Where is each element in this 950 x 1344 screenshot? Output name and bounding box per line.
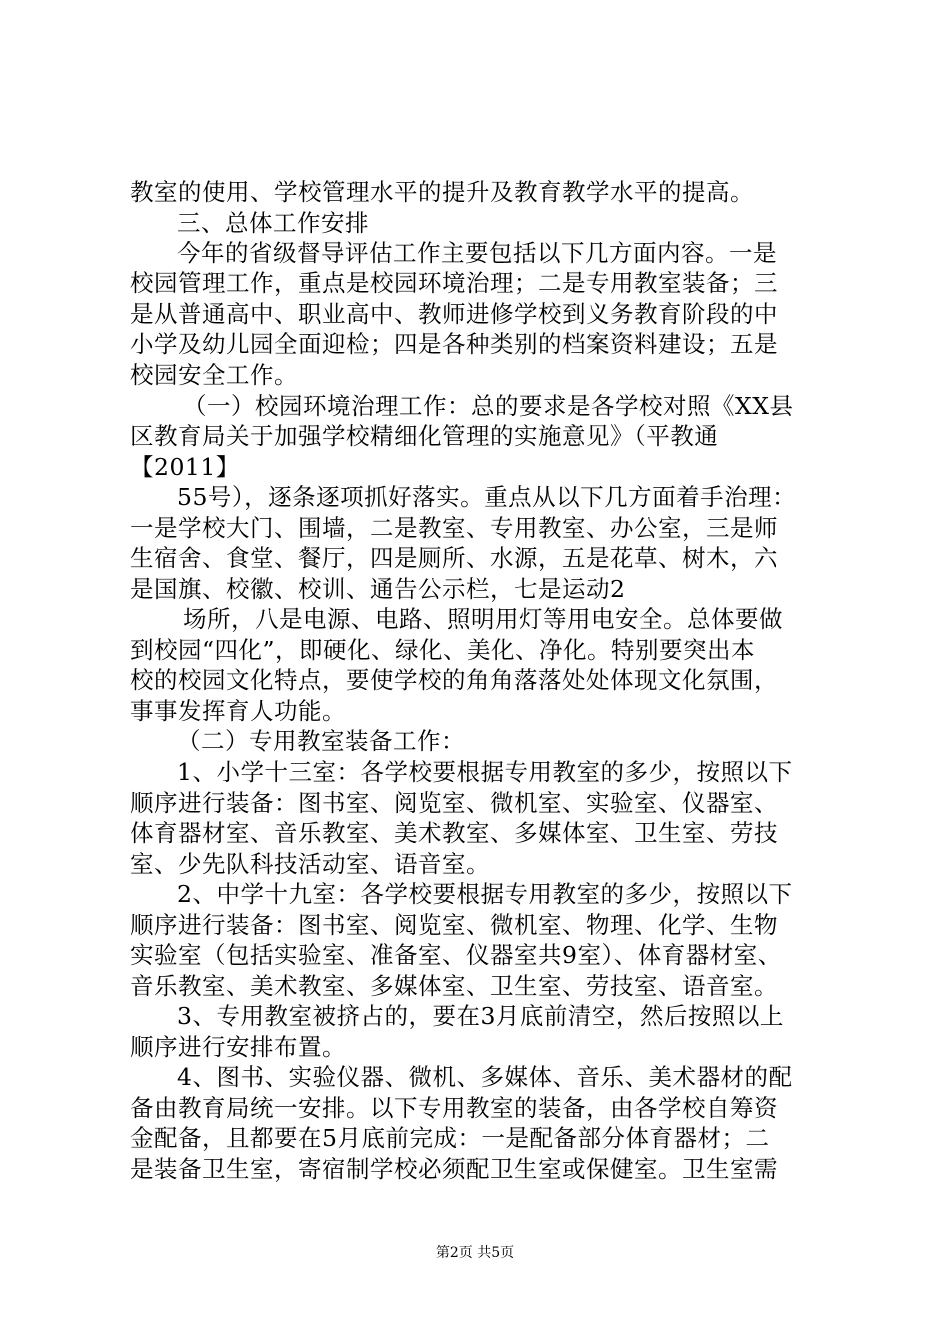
paragraph-line: 金配备，且都要在5月底前完成：一是配备部分体育器材；二 xyxy=(130,1124,770,1152)
paragraph-line: 区教育局关于加强学校精细化管理的实施意见》（平教通 xyxy=(130,422,719,450)
paragraph-line: 小学及幼儿园全面迎检；四是各种类别的档案资料建设；五是 xyxy=(130,330,778,358)
paragraph-line: 顺序进行装备：图书室、阅览室、微机室、物理、化学、生物 xyxy=(130,911,778,939)
paragraph-line: 室、少先队科技活动室、语音室。 xyxy=(130,850,490,878)
paragraph-line: 生宿舍、食堂、餐厅，四是厕所、水源，五是花草、树木，六 xyxy=(130,544,778,572)
paragraph-line: 是国旗、校徽、校训、通告公示栏，七是运动2 xyxy=(130,575,626,603)
paragraph-line: 备由教育局统一安排。以下专用教室的装备，由各学校自筹资 xyxy=(130,1094,778,1122)
subsection-heading: （二）专用教室装备工作： xyxy=(177,727,465,755)
paragraph-line: 事事发挥育人功能。 xyxy=(130,697,346,725)
paragraph-line: 【2011】 xyxy=(130,453,240,481)
paragraph-line: 55号），逐条逐项抓好落实。重点从以下几方面着手治理： xyxy=(177,483,797,511)
paragraph-line: 实验室（包括实验室、准备室、仪器室共9室）、体育器材室、 xyxy=(130,941,782,969)
paragraph-line: 校园管理工作，重点是校园环境治理；二是专用教室装备；三 xyxy=(130,269,778,297)
paragraph-line: 场所，八是电源、电路、照明用灯等用电安全。总体要做 xyxy=(183,605,783,633)
paragraph-line: 顺序进行装备：图书室、阅览室、微机室、实验室、仪器室、 xyxy=(130,789,778,817)
page-number-footer: 第2页 共5页 xyxy=(435,1245,515,1261)
paragraph-line: 音乐教室、美术教室、多媒体室、卫生室、劳技室、语音室。 xyxy=(130,972,778,1000)
paragraph-line: 校的校园文化特点，要使学校的角角落落处处体现文化氛围， xyxy=(130,666,778,694)
paragraph-line: 一是学校大门、围墙，二是教室、专用教室、办公室，三是师 xyxy=(130,514,778,542)
paragraph-line: 2、中学十九室：各学校要根据专用教室的多少，按照以下 xyxy=(177,880,793,908)
paragraph-line: 4、图书、实验仪器、微机、多媒体、音乐、美术器材的配 xyxy=(177,1063,793,1091)
paragraph-line: 到校园“四化”，即硬化、绿化、美化、净化。特别要突出本 xyxy=(130,636,756,664)
paragraph-line: 校园安全工作。 xyxy=(130,361,298,389)
subsection-heading: （一）校园环境治理工作：总的要求是各学校对照《XX县 xyxy=(183,392,794,420)
paragraph-line: 顺序进行安排布置。 xyxy=(130,1033,346,1061)
paragraph-line: 是从普通高中、职业高中、教师进修学校到义务教育阶段的中 xyxy=(130,300,778,328)
section-heading: 三、总体工作安排 xyxy=(177,209,369,237)
paragraph-line: 体育器材室、音乐教室、美术教室、多媒体室、卫生室、劳技 xyxy=(130,819,778,847)
paragraph-line: 教室的使用、学校管理水平的提升及教育教学水平的提高。 xyxy=(130,178,754,206)
paragraph-line: 是装备卫生室，寄宿制学校必须配卫生室或保健室。卫生室需 xyxy=(130,1155,778,1183)
paragraph-line: 1、小学十三室：各学校要根据专用教室的多少，按照以下 xyxy=(177,758,793,786)
paragraph-line: 3、专用教室被挤占的，要在3月底前清空，然后按照以上 xyxy=(177,1002,784,1030)
paragraph-line: 今年的省级督导评估工作主要包括以下几方面内容。一是 xyxy=(177,239,777,267)
